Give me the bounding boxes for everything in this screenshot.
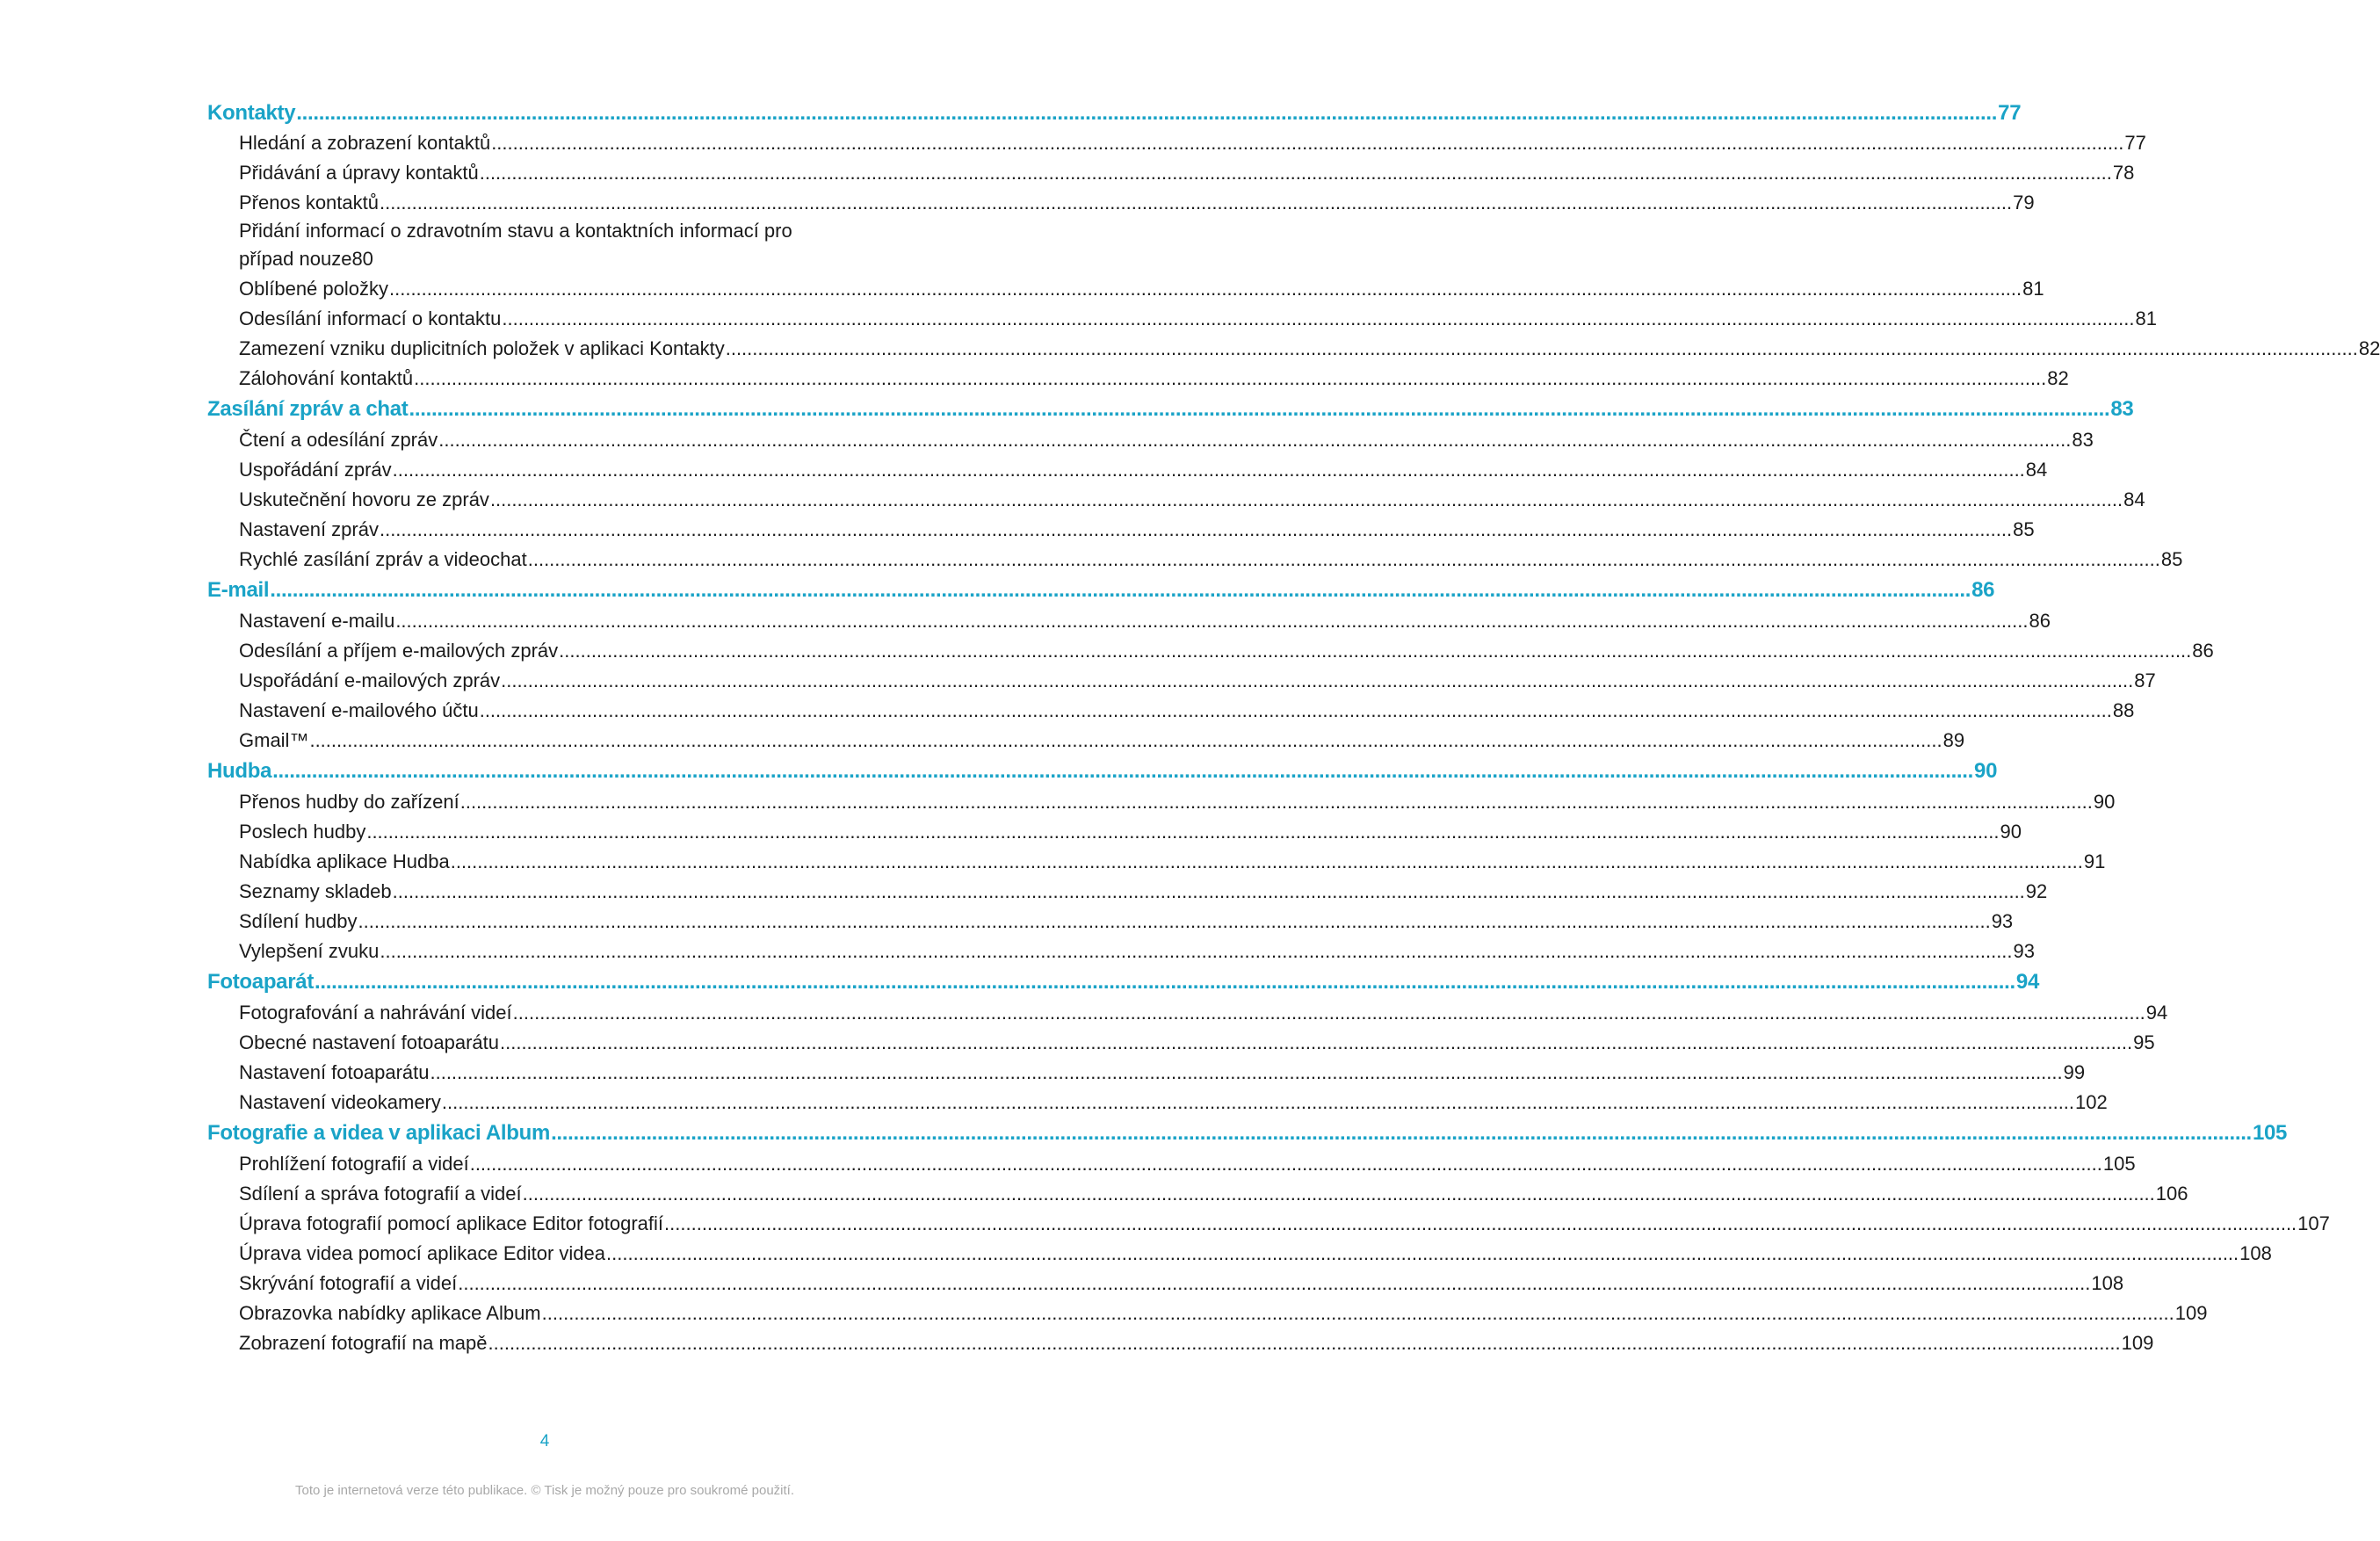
toc-section[interactable] [207,1028,2155,1058]
leader-dots [513,998,2145,1028]
toc-section[interactable] [207,937,2036,966]
leader-dots [296,98,1997,128]
section-title: Uskutečnění hovoru ze zpráv [239,488,489,510]
section-page: 85 [2013,518,2035,540]
chapter-page: 105 [2252,1121,2288,1145]
section-page: 77 [2124,132,2146,154]
section-title: Nastavení fotoaparátu [239,1061,430,1083]
section-page: 85 [2160,548,2183,570]
section-page: 87 [2134,669,2156,691]
section-page: 78 [2112,162,2135,184]
section-page: 82 [2358,337,2380,359]
leader-dots [358,907,1991,937]
leader-dots [380,188,2012,218]
leader-dots [542,1299,2174,1328]
leader-dots [488,1328,2121,1358]
leader-dots [380,937,2012,966]
section-title: Poslech hudby [239,821,366,843]
chapter-page: 94 [2015,970,2039,994]
toc-section[interactable] [207,188,2035,218]
toc-section[interactable] [207,334,2380,364]
section-title: Odesílání informací o kontaktu [239,307,502,329]
leader-dots [480,158,2112,188]
section-title: Gmail™ [239,729,309,751]
section-title: Uspořádání e-mailových zpráv [239,669,501,691]
toc-section[interactable] [207,128,2146,158]
section-title: Uspořádání zpráv [239,459,392,481]
toc-section[interactable] [207,485,2145,515]
leader-dots [430,1058,2062,1088]
section-page: 83 [2072,429,2094,451]
section-title: Zobrazení fotografií na mapě [239,1332,488,1354]
section-page: 109 [2174,1302,2208,1324]
leader-dots [606,1239,2239,1269]
section-page: 102 [2075,1091,2108,1113]
toc-section[interactable] [207,274,2044,304]
section-title: Nastavení e-mailu [239,610,395,632]
section-title: Vylepšení zvuku [239,940,380,962]
leader-dots [442,1088,2074,1118]
section-title: Sdílení hudby [239,910,358,932]
toc-section[interactable] [207,817,2022,847]
leader-dots [501,666,2133,696]
section-title: Skrývání fotografií a videí [239,1272,458,1294]
section-page: 95 [2133,1031,2155,1053]
leader-dots [315,966,2015,998]
section-title: Rychlé zasílání zpráv a videochat [239,548,527,570]
leader-dots [395,606,2028,636]
leader-dots [272,756,1973,787]
toc-section[interactable] [207,455,2048,485]
section-page: 81 [2135,307,2157,329]
toc-section[interactable] [207,787,2116,817]
section-page: 91 [2083,850,2106,872]
section-page: 99 [2063,1061,2086,1083]
section-title: Sdílení a správa fotografií a videí [239,1183,522,1205]
section-page: 108 [2239,1242,2272,1264]
toc-chapter[interactable] [207,394,2134,425]
leader-dots [523,1179,2155,1209]
leader-dots [528,545,2160,575]
section-page: 105 [2102,1153,2136,1175]
section-page: 81 [2022,278,2044,300]
section-title: Přenos kontaktů [239,192,379,213]
leader-dots [502,304,2134,334]
section-page: 90 [2000,821,2022,843]
section-page: 93 [2013,940,2036,962]
section-page: 88 [2112,699,2135,721]
toc-section[interactable] [207,847,2106,877]
section-title: Odesílání a příjem e-mailových zpráv [239,640,559,662]
chapter-title: Fotoaparát [207,970,315,994]
toc-section[interactable] [207,545,2183,575]
toc-section[interactable] [207,1239,2272,1269]
toc-section[interactable] [207,696,2135,726]
section-title: Nabídka aplikace Hudba [239,850,450,872]
toc-section[interactable] [207,1269,2124,1299]
section-page: 82 [2047,367,2069,389]
leader-dots [458,1269,2090,1299]
section-page: 84 [2025,459,2048,481]
toc-section[interactable] [207,515,2035,545]
toc-section[interactable] [207,666,2156,696]
section-page: 80 [351,248,373,270]
table-of-contents [207,98,2380,1358]
footer-note: Toto je internetová verze této publikace. © Tisk je možný pouze pro soukromé použití. [294,1483,794,1498]
section-title: Obecné nastavení fotoaparátu [239,1031,499,1053]
toc-section[interactable] [207,877,2048,907]
section-page: 106 [2155,1183,2188,1205]
toc-section[interactable] [207,1209,2330,1239]
section-title: Hledání a zobrazení kontaktů [239,132,491,154]
section-title: Nastavení zpráv [239,518,379,540]
toc-section[interactable] [207,907,2014,937]
section-title: Nastavení videokamery [239,1091,441,1113]
section-title: Přidávání a úpravy kontaktů [239,162,479,184]
section-title: Úprava fotografií pomocí aplikace Editor fotografií [239,1212,664,1234]
chapter-title: Zasílání zpráv a chat [207,397,409,421]
toc-section[interactable] [207,364,2069,394]
leader-dots [551,1118,2252,1149]
leader-dots [409,394,2109,425]
leader-dots [309,726,1942,756]
toc-section[interactable] [207,1149,2136,1179]
leader-dots [726,334,2358,364]
chapter-page: 77 [1998,101,2022,125]
chapter-title: Kontakty [207,101,296,125]
leader-dots [270,575,1971,606]
page-number: 4 [539,1432,550,1451]
toc-section[interactable] [207,304,2157,334]
section-page: 109 [2121,1332,2154,1354]
section-page: 94 [2145,1002,2168,1024]
leader-dots [380,515,2012,545]
toc-section[interactable] [207,158,2135,188]
toc-chapter[interactable] [207,1118,2288,1149]
section-title: Nastavení e-mailového účtu [239,699,479,721]
section-page: 107 [2297,1212,2330,1234]
toc-section[interactable] [207,1328,2154,1358]
leader-dots [393,455,2025,485]
section-page: 84 [2123,488,2145,510]
section-title: Obrazovka nabídky aplikace Album [239,1302,541,1324]
leader-dots [366,817,1999,847]
leader-dots [451,847,2083,877]
leader-dots [460,787,2093,817]
toc-chapter[interactable] [207,98,2022,128]
chapter-title: Hudba [207,759,272,783]
section-page: 90 [2093,791,2116,813]
leader-dots [664,1209,2297,1239]
section-title: Prohlížení fotografií a videí [239,1153,469,1175]
toc-section[interactable] [207,218,910,274]
toc-section[interactable] [207,636,2214,666]
section-title-line1: Přidání informací o zdravotním stavu a kontaktních informací pro [239,220,792,242]
section-page: 93 [1991,910,2014,932]
leader-dots [480,696,2112,726]
leader-dots [393,877,2025,907]
toc-section[interactable] [207,1179,2188,1209]
section-title: případ nouze [239,248,352,270]
toc-section[interactable] [207,425,2094,455]
toc-section[interactable] [207,1058,2086,1088]
section-title: Zálohování kontaktů [239,367,414,389]
section-title: Zamezení vzniku duplicitních položek v aplikaci Kontakty [239,337,725,359]
section-page: 79 [2013,192,2035,213]
leader-dots [389,274,2022,304]
toc-chapter[interactable] [207,756,1998,787]
section-title: Fotografování a nahrávání videí [239,1002,512,1024]
chapter-title: Fotografie a videa v aplikaci Album [207,1121,551,1145]
toc-section[interactable] [207,998,2168,1028]
chapter-title: E-mail [207,578,270,602]
section-title: Úprava videa pomocí aplikace Editor videa [239,1242,606,1264]
section-title: Seznamy skladeb [239,880,392,902]
chapter-page: 86 [1971,578,1995,602]
section-title: Oblíbené položky [239,278,388,300]
toc-section[interactable] [207,606,2051,636]
leader-dots [414,364,2046,394]
toc-section[interactable] [207,726,1965,756]
leader-dots [490,485,2123,515]
toc-chapter[interactable] [207,966,2039,998]
section-page: 92 [2025,880,2048,902]
section-page: 89 [1942,729,1965,751]
leader-dots [491,128,2123,158]
section-page: 108 [2091,1272,2124,1294]
chapter-page: 83 [2110,397,2134,421]
toc-section[interactable] [207,1299,2208,1328]
leader-dots [470,1149,2102,1179]
section-page: 86 [2029,610,2051,632]
leader-dots [438,425,2071,455]
section-page: 86 [2192,640,2214,662]
section-title: Přenos hudby do zařízení [239,791,459,813]
chapter-page: 90 [1974,759,1998,783]
toc-section[interactable] [207,1088,2108,1118]
section-title: Čtení a odesílání zpráv [239,429,438,451]
toc-chapter[interactable] [207,575,1995,606]
leader-dots [500,1028,2132,1058]
leader-dots [559,636,2191,666]
